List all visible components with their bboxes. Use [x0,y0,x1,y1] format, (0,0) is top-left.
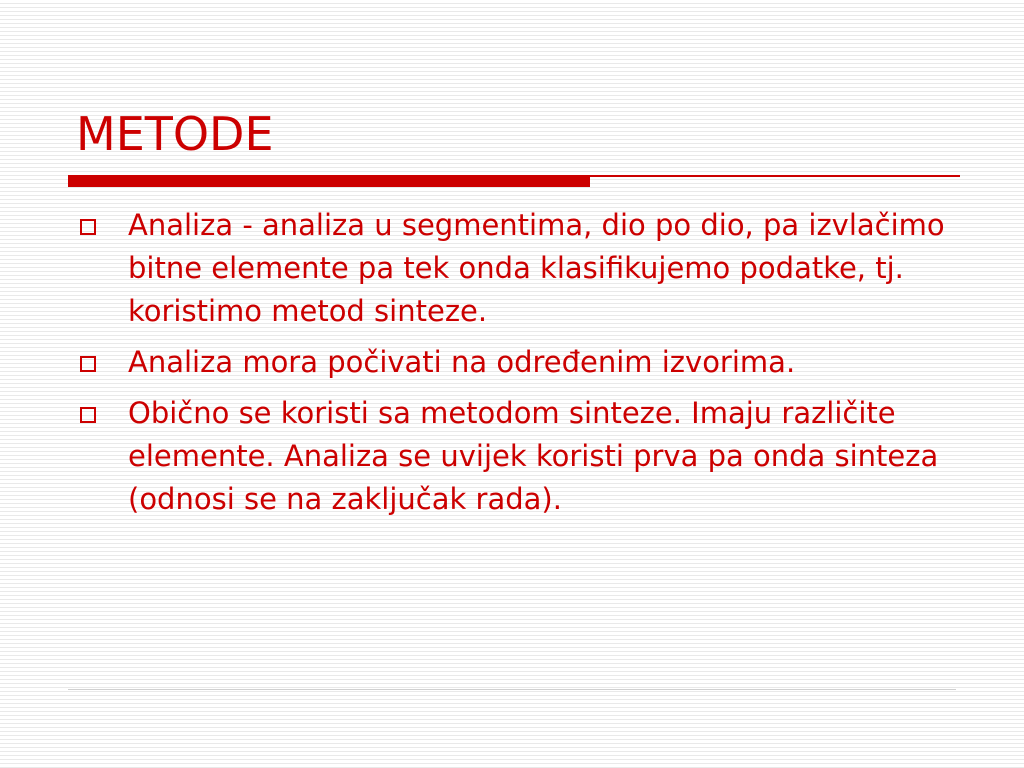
bullet-list [76,204,956,529]
bullet-item [76,204,956,333]
footer-divider [68,689,956,690]
bullet-item [76,341,956,384]
square-bullet-icon [80,219,96,235]
square-bullet-icon [80,407,96,423]
bullet-text: Obično se koristi sa metodom sinteze. Imaju različite elemente. Analiza se uvijek koristi prva pa onda sinteza (odnosi se na zaključak rada). [128,396,939,516]
bullet-text: Analiza - analiza u segmentima, dio po dio, pa izvlačimo bitne elemente pa tek onda klasifikujemo podatke, tj. koristimo metod sinteze. [128,208,945,328]
title-underline-thick [68,175,590,187]
slide-title: METODE [76,107,274,161]
bullet-text: Analiza mora počivati na određenim izvorima. [128,345,796,379]
title-underline-thin [590,175,960,177]
bullet-item [76,392,956,521]
square-bullet-icon [80,356,96,372]
